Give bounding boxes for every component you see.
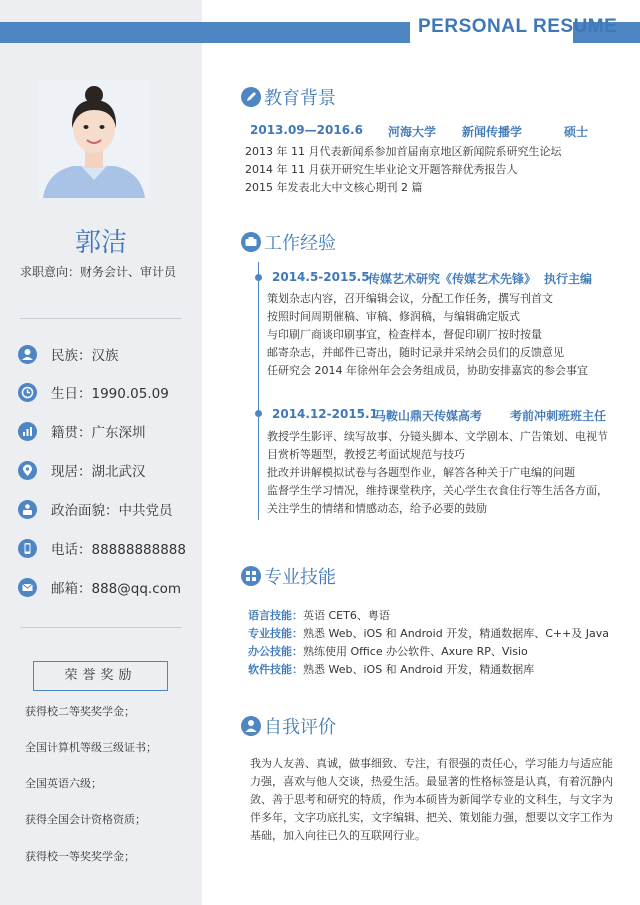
- honors-title: 荣誉奖励: [33, 661, 168, 691]
- education-header: [240, 84, 336, 110]
- timeline-dot: [255, 274, 262, 281]
- self-eval-line: 力强，喜欢与他人交谈，热爱生活。最显著的性格标签是认真，有着沉静内: [250, 775, 613, 788]
- job-line: 任研究会 2014 年徐州年会会务组成员，协助安排嘉宾的参会事宜: [267, 364, 588, 377]
- info-birthday: 生日：1990.05.09: [18, 382, 169, 402]
- education-degree: 硕士: [564, 125, 589, 139]
- education-line: 2015 年发表北大中文核心期刊 2 篇: [245, 181, 423, 194]
- skill-item: 语言技能：英语 CET6、粤语: [248, 609, 390, 622]
- grid-icon: [240, 565, 262, 587]
- self-eval-line: 我为人友善、真诚，做事细致、专注，有很强的责任心，学习能力与适应能: [250, 757, 613, 770]
- job-line: 关注学生的情绪和情感动态，给予必要的鼓励: [267, 502, 487, 515]
- job-period: 2014.12-2015.1: [272, 407, 378, 421]
- skill-item: 软件技能：熟悉 Web、iOS 和 Android 开发，精通数据库: [248, 663, 535, 676]
- info-residence: 现居：湖北武汉: [18, 460, 146, 480]
- education-major: 新闻传播学: [462, 125, 523, 139]
- job-line: 与印刷厂商谈印刷事宜，检查样本，督促印刷厂按时按量: [267, 328, 542, 341]
- resume-title: PERSONAL RESUME: [418, 16, 618, 37]
- honor-item: 获得校一等奖奖学金；: [25, 850, 135, 863]
- work-title: 工作经验: [264, 233, 336, 254]
- sidebar-divider: [20, 318, 182, 319]
- job-role: 考前冲刺班班主任: [510, 409, 607, 423]
- honor-item: 获得全国会计资格资质；: [25, 813, 146, 826]
- job-line: 策划杂志内容，召开编辑会议，分配工作任务，撰写刊首文: [267, 292, 553, 305]
- work-timeline: [258, 262, 259, 520]
- job-intent: 求职意向：财务会计、审计员: [20, 265, 177, 279]
- honor-item: 全国计算机等级三级证书；: [25, 741, 157, 754]
- education-period: 2013.09—2016.6: [250, 123, 363, 137]
- skill-item: 办公技能：熟练使用 Office 办公软件、Axure RP、Visio: [248, 645, 528, 658]
- skills-title: 专业技能: [264, 567, 336, 588]
- self-eval-line: 敛、善于思考和研究的特质，作为本硕皆为新闻学专业的文科生，与文字为: [250, 793, 613, 806]
- profile-photo: [37, 80, 151, 198]
- timeline-dot: [255, 410, 262, 417]
- skills-header: [240, 563, 336, 589]
- mail-icon: [18, 578, 37, 597]
- clock-icon: [18, 383, 37, 402]
- work-header: [240, 229, 336, 255]
- profile-name: 郭洁: [74, 228, 127, 258]
- briefcase-icon: [240, 231, 262, 253]
- job-line: 目赏析等题型，教授艺考面试规范与技巧: [267, 448, 465, 461]
- self-eval-line: 基础，加入向往已久的互联网行业。: [250, 829, 426, 842]
- self-eval-line: 伴多年，文字功底扎实，文字编辑、把关、策划能力强，想要以文字工作为: [250, 811, 613, 824]
- skill-item: 专业技能：熟悉 Web、iOS 和 Android 开发，精通数据库、C++及 Java: [248, 627, 610, 640]
- education-school: 河海大学: [388, 125, 437, 139]
- info-ethnicity: 民族：汉族: [18, 344, 119, 364]
- job-role: 执行主编: [544, 272, 593, 286]
- self-eval-title: 自我评价: [264, 717, 336, 738]
- header-bar-left: [0, 22, 410, 43]
- education-line: 2014 年 11 月获开研究生毕业论文开题答辩优秀报告人: [245, 163, 518, 176]
- phone-icon: [18, 539, 37, 558]
- self-eval-header: [240, 713, 336, 739]
- job-line: 按照时间周期催稿、审稿、修润稿，与编辑确定版式: [267, 310, 520, 323]
- info-political: 政治面貌：中共党员: [18, 499, 173, 519]
- job-line: 教授学生影评、续写故事、分镜头脚本、文学剧本、广告策划、电视节: [267, 430, 608, 443]
- person-icon: [240, 715, 262, 737]
- job-line: 批改并讲解模拟试卷与各题型作业，解答各种关于广电编的问题: [267, 466, 575, 479]
- job-company: 传媒艺术研究《传媒艺术先锋》: [368, 272, 537, 286]
- info-phone: 电话：88888888888: [18, 538, 186, 558]
- info-email: 邮箱：888@qq.com: [18, 577, 181, 597]
- info-origin: 籍贯：广东深圳: [18, 421, 146, 441]
- education-title: 教育背景: [264, 88, 336, 109]
- pen-icon: [240, 86, 262, 108]
- job-line: 邮寄杂志，并邮件已寄出，随时记录并采纳会员们的反馈意见: [267, 346, 564, 359]
- education-line: 2013 年 11 月代表新闻系参加首届南京地区新闻院系研究生论坛: [245, 145, 562, 158]
- sidebar-divider: [20, 627, 182, 628]
- user-icon: [18, 345, 37, 364]
- job-line: 监督学生学习情况，维持课堂秩序，关心学生衣食住行等生活各方面，: [267, 484, 608, 497]
- job-period: 2014.5-2015.5: [272, 270, 370, 284]
- job-company: 马鞍山鼎天传媒高考: [374, 409, 483, 423]
- honor-item: 全国英语六级；: [25, 777, 102, 790]
- honor-item: 获得校二等奖奖学金；: [25, 705, 135, 718]
- location-icon: [18, 461, 37, 480]
- chart-icon: [18, 422, 37, 441]
- badge-icon: [18, 500, 37, 519]
